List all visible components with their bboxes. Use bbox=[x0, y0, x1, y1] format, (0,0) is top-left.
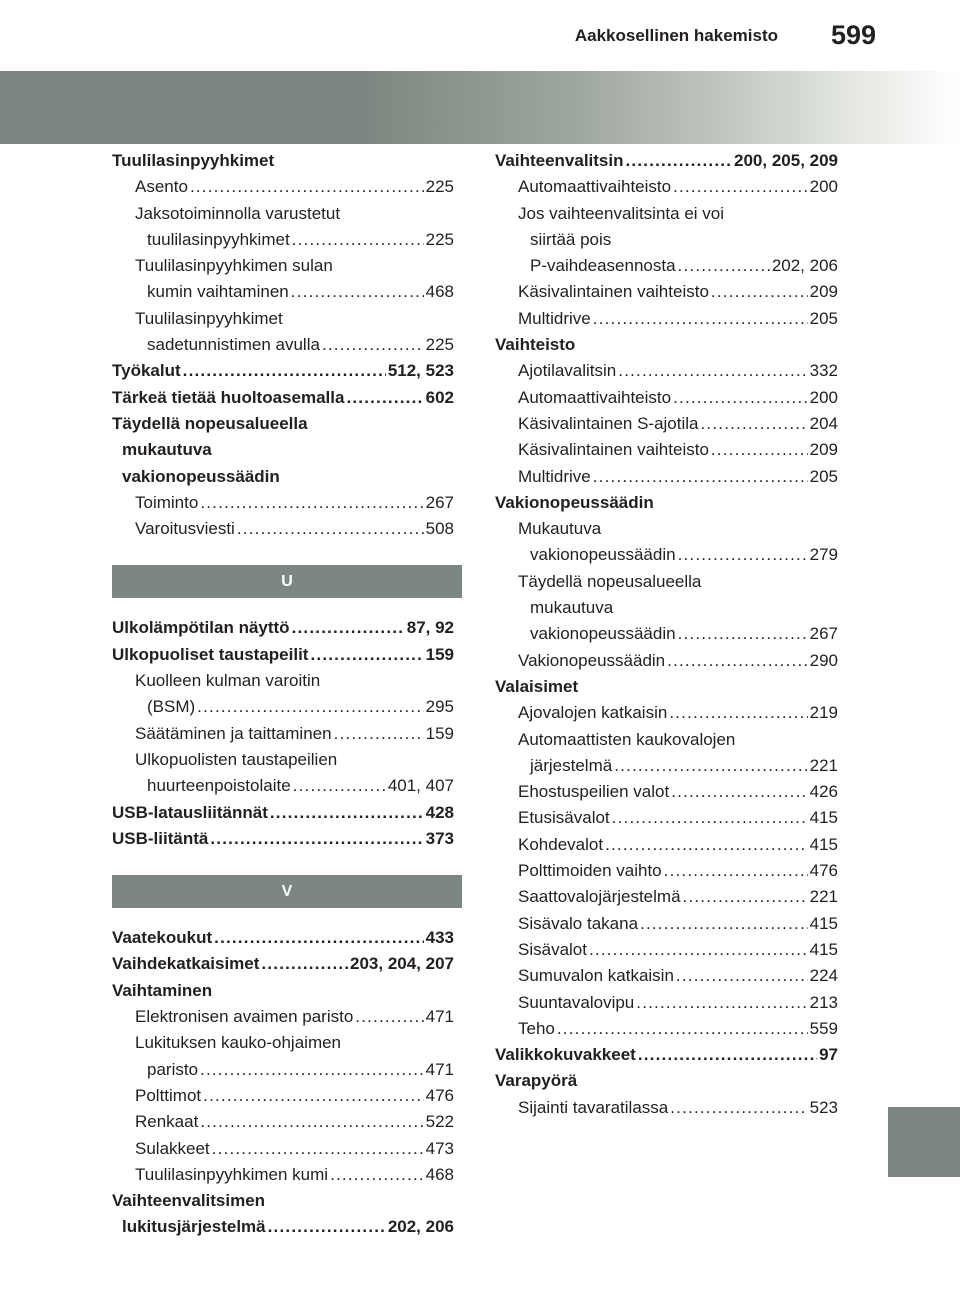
dot-leader bbox=[638, 1042, 817, 1068]
index-entry bbox=[495, 753, 838, 779]
index-entry-page: 159 bbox=[425, 644, 454, 664]
dot-leader bbox=[183, 358, 386, 384]
index-entry-term: Automaattivaihteisto bbox=[518, 177, 672, 197]
index-entry bbox=[495, 963, 838, 989]
section-gap bbox=[112, 908, 454, 925]
index-entry bbox=[112, 925, 454, 951]
index-entry-term: sadetunnistimen avulla bbox=[147, 335, 320, 355]
index-entry bbox=[112, 201, 454, 227]
index-entry-term: Valikkokuvakkeet bbox=[495, 1045, 636, 1065]
dot-leader bbox=[618, 358, 807, 384]
index-entry bbox=[112, 516, 454, 542]
dot-leader bbox=[670, 1095, 807, 1121]
dot-leader bbox=[667, 648, 807, 674]
dot-leader bbox=[190, 174, 424, 200]
index-entry bbox=[112, 437, 454, 463]
index-entry-page: 468 bbox=[425, 1164, 454, 1184]
index-entry-page: 267 bbox=[425, 492, 454, 512]
index-entry-term: Tuulilasinpyyhkimet bbox=[112, 151, 275, 170]
index-entry-term: Työkalut bbox=[112, 361, 181, 381]
dot-leader bbox=[292, 615, 405, 641]
index-entry bbox=[495, 279, 838, 305]
index-entry bbox=[495, 358, 838, 384]
index-entry-page: 202, 206 bbox=[387, 1217, 454, 1237]
index-entry bbox=[495, 253, 838, 279]
index-entry-term: Sijainti tavaratilassa bbox=[518, 1097, 669, 1117]
page-header bbox=[0, 0, 960, 64]
dot-leader bbox=[261, 951, 348, 977]
dot-leader bbox=[346, 385, 423, 411]
index-entry-term: Etusisävalot bbox=[518, 808, 610, 828]
index-entry-page: 204 bbox=[809, 413, 838, 433]
dot-leader bbox=[711, 279, 808, 305]
index-entry-page: 279 bbox=[809, 545, 838, 565]
index-column-right bbox=[495, 148, 838, 1121]
index-entry-term: Jos vaihteenvalitsinta ei voi bbox=[518, 203, 725, 223]
index-entry-page: 433 bbox=[425, 928, 454, 948]
index-entry bbox=[495, 621, 838, 647]
index-entry bbox=[112, 411, 454, 437]
index-entry bbox=[495, 464, 838, 490]
section-title: Aakkosellinen hakemisto bbox=[574, 26, 778, 45]
index-entry bbox=[495, 805, 838, 831]
index-entry bbox=[112, 306, 454, 332]
dot-leader bbox=[669, 700, 807, 726]
index-entry-term: Ehostuspeilien valot bbox=[518, 782, 670, 802]
index-entry-page: 209 bbox=[809, 282, 838, 302]
index-entry-term: Vaatekoukut bbox=[112, 928, 213, 948]
index-entry bbox=[495, 884, 838, 910]
index-entry bbox=[495, 201, 838, 227]
index-entry-page: 415 bbox=[809, 939, 838, 959]
dot-leader bbox=[614, 753, 807, 779]
index-entry bbox=[495, 674, 838, 700]
section-gap bbox=[112, 598, 454, 615]
letter-section-header: U bbox=[112, 565, 462, 598]
index-entry bbox=[112, 385, 454, 411]
index-entry-term: Käsivalintainen vaihteisto bbox=[518, 282, 709, 302]
dot-leader bbox=[291, 279, 424, 305]
index-entry-page: 225 bbox=[425, 177, 454, 197]
index-entry bbox=[112, 227, 454, 253]
index-entry bbox=[112, 174, 454, 200]
dot-leader bbox=[636, 990, 807, 1016]
index-entry-page: 205 bbox=[809, 308, 838, 328]
index-entry-term: tuulilasinpyyhkimet bbox=[147, 229, 290, 249]
index-entry bbox=[112, 1214, 454, 1240]
dot-leader bbox=[605, 832, 808, 858]
index-entry bbox=[112, 747, 454, 773]
index-entry-term: Vaihdekatkaisimet bbox=[112, 954, 260, 974]
index-entry-term: USB-latausliitännät bbox=[112, 802, 268, 822]
index-entry-term: Sisävalo takana bbox=[518, 913, 639, 933]
index-entry-term: Jaksotoiminnolla varustetut bbox=[135, 203, 341, 223]
index-entry bbox=[495, 306, 838, 332]
index-entry-term: Polttimot bbox=[135, 1085, 202, 1105]
dot-leader bbox=[673, 385, 808, 411]
index-entry-page: 428 bbox=[425, 802, 454, 822]
index-entry bbox=[495, 858, 838, 884]
index-entry-page: 209 bbox=[809, 440, 838, 460]
dot-leader bbox=[268, 1214, 386, 1240]
page-number: 599 bbox=[830, 20, 876, 50]
index-entry bbox=[112, 1136, 454, 1162]
dot-leader bbox=[701, 411, 808, 437]
index-entry-term: Täydellä nopeusalueella bbox=[518, 571, 702, 591]
index-entry-page: 219 bbox=[809, 703, 838, 723]
index-entry bbox=[112, 694, 454, 720]
index-entry bbox=[495, 1042, 838, 1068]
dot-leader bbox=[330, 1162, 424, 1188]
index-entry-term: Ulkolämpötilan näyttö bbox=[112, 618, 290, 638]
index-entry-term: Ulkopuoliset taustapeilit bbox=[112, 644, 309, 664]
index-entry-term: Vakionopeussäädin bbox=[518, 650, 666, 670]
dot-leader bbox=[671, 779, 807, 805]
index-entry-page: 522 bbox=[425, 1112, 454, 1132]
index-entry-term: Lukituksen kauko-ohjaimen bbox=[135, 1033, 342, 1053]
index-entry-term: Ulkopuolisten taustapeilien bbox=[135, 749, 338, 769]
index-entry-page: 476 bbox=[809, 861, 838, 881]
index-entry-page: 473 bbox=[425, 1138, 454, 1158]
index-entry-page: 415 bbox=[809, 834, 838, 854]
index-entry-term: Ajovalojen katkaisin bbox=[518, 703, 668, 723]
index-entry-term: Säätäminen ja taittaminen bbox=[135, 723, 332, 743]
index-entry-term: P-vaihdeasennosta bbox=[530, 256, 676, 276]
index-entry-term: (BSM) bbox=[147, 697, 196, 717]
index-entry-term: mukautuva bbox=[530, 598, 614, 618]
index-entry bbox=[495, 411, 838, 437]
index-entry bbox=[495, 490, 838, 516]
index-entry-term: Tuulilasinpyyhkimen kumi bbox=[135, 1164, 329, 1184]
dot-leader bbox=[593, 464, 808, 490]
index-entry-page: 332 bbox=[809, 361, 838, 381]
index-entry-term: Ajotilavalitsin bbox=[518, 361, 617, 381]
index-entry bbox=[112, 332, 454, 358]
index-entry-page: 200 bbox=[809, 177, 838, 197]
index-entry bbox=[112, 490, 454, 516]
index-entry-term: Automaattivaihteisto bbox=[518, 387, 672, 407]
index-entry bbox=[495, 174, 838, 200]
index-entry-page: 225 bbox=[425, 335, 454, 355]
dot-leader bbox=[292, 227, 424, 253]
index-entry bbox=[495, 595, 838, 621]
dot-leader bbox=[197, 694, 423, 720]
index-entry bbox=[112, 464, 454, 490]
index-entry-term: Sisävalot bbox=[518, 939, 587, 959]
index-entry bbox=[112, 279, 454, 305]
index-entry-term: Saattovalojärjestelmä bbox=[518, 887, 681, 907]
index-entry-term: kumin vaihtaminen bbox=[147, 282, 289, 302]
index-entry-term: mukautuva bbox=[122, 440, 212, 460]
index-entry bbox=[112, 978, 454, 1004]
index-entry-term: Sulakkeet bbox=[135, 1138, 210, 1158]
index-entry bbox=[112, 668, 454, 694]
index-entry bbox=[112, 148, 454, 174]
index-entry-term: Valaisimet bbox=[495, 676, 579, 696]
index-entry-page: 221 bbox=[809, 887, 838, 907]
index-entry-term: Polttimoiden vaihto bbox=[518, 861, 662, 881]
index-entry-term: Renkaat bbox=[135, 1112, 199, 1132]
index-entry bbox=[112, 773, 454, 799]
dot-leader bbox=[210, 826, 423, 852]
index-entry-page: 200, 205, 209 bbox=[734, 151, 838, 170]
section-gap bbox=[112, 852, 454, 875]
index-entry-term: Mukautuva bbox=[518, 519, 602, 539]
letter-section-header: V bbox=[112, 875, 462, 908]
dot-leader bbox=[612, 805, 808, 831]
dot-leader bbox=[270, 800, 424, 826]
index-entry-term: Täydellä nopeusalueella bbox=[112, 413, 308, 433]
index-entry-page: 508 bbox=[425, 519, 454, 539]
index-entry bbox=[112, 951, 454, 977]
index-entry bbox=[112, 642, 454, 668]
index-entry bbox=[495, 148, 838, 174]
index-entry-page: 202, 206 bbox=[771, 256, 838, 276]
index-entry bbox=[495, 1068, 838, 1094]
index-entry bbox=[112, 615, 454, 641]
index-entry-term: siirtää pois bbox=[530, 229, 612, 249]
dot-leader bbox=[237, 516, 424, 542]
index-entry-page: 426 bbox=[809, 782, 838, 802]
index-entry bbox=[112, 1030, 454, 1056]
index-entry bbox=[112, 826, 454, 852]
dot-leader bbox=[593, 306, 808, 332]
index-entry bbox=[495, 937, 838, 963]
index-entry-page: 523 bbox=[809, 1097, 838, 1117]
index-entry bbox=[495, 779, 838, 805]
index-entry bbox=[495, 727, 838, 753]
index-entry-page: 471 bbox=[425, 1059, 454, 1079]
index-entry-term: Vaihteisto bbox=[495, 335, 576, 355]
index-entry-term: Sumuvalon katkaisin bbox=[518, 966, 674, 986]
index-entry-page: 295 bbox=[425, 697, 454, 717]
index-entry-term: Teho bbox=[518, 1018, 555, 1038]
index-entry-page: 221 bbox=[809, 755, 838, 775]
index-entry-term: vakionopeussäädin bbox=[122, 466, 280, 486]
index-entry bbox=[112, 1188, 454, 1214]
dot-leader bbox=[200, 1109, 423, 1135]
thumb-tab-marker bbox=[888, 1107, 960, 1177]
index-entry-page: 205 bbox=[809, 466, 838, 486]
index-entry bbox=[495, 700, 838, 726]
index-entry-term: Käsivalintainen vaihteisto bbox=[518, 440, 709, 460]
dot-leader bbox=[664, 858, 808, 884]
dot-leader bbox=[200, 1057, 424, 1083]
index-entry bbox=[495, 1016, 838, 1042]
index-entry-term: Vaihtaminen bbox=[112, 980, 213, 1000]
index-column-left bbox=[112, 148, 454, 1241]
index-entry-page: 224 bbox=[809, 966, 838, 986]
index-entry-term: Tuulilasinpyyhkimen sulan bbox=[135, 256, 333, 276]
index-entry-page: 373 bbox=[425, 828, 454, 848]
index-entry-term: Multidrive bbox=[518, 466, 591, 486]
index-entry-term: järjestelmä bbox=[530, 755, 613, 775]
index-entry-page: 602 bbox=[425, 387, 454, 407]
index-entry-term: Multidrive bbox=[518, 308, 591, 328]
index-entry-term: Varoitusviesti bbox=[135, 519, 235, 539]
dot-leader bbox=[557, 1016, 808, 1042]
index-entry-page: 87, 92 bbox=[406, 618, 454, 638]
index-entry-page: 159 bbox=[425, 723, 454, 743]
index-entry bbox=[112, 721, 454, 747]
dot-leader bbox=[355, 1004, 423, 1030]
index-entry-page: 559 bbox=[809, 1018, 838, 1038]
dot-leader bbox=[678, 253, 770, 279]
dot-leader bbox=[678, 621, 808, 647]
dot-leader bbox=[589, 937, 808, 963]
index-entry bbox=[112, 800, 454, 826]
index-entry bbox=[495, 569, 838, 595]
dot-leader bbox=[626, 148, 733, 174]
index-entry bbox=[112, 1057, 454, 1083]
index-entry-term: USB-liitäntä bbox=[112, 828, 209, 848]
index-entry-page: 290 bbox=[809, 650, 838, 670]
section-gap bbox=[112, 542, 454, 565]
index-entry-page: 97 bbox=[819, 1045, 838, 1065]
dot-leader bbox=[200, 490, 423, 516]
dot-leader bbox=[203, 1083, 423, 1109]
dot-leader bbox=[322, 332, 424, 358]
index-entry-term: Suuntavalovipu bbox=[518, 992, 635, 1012]
dot-leader bbox=[683, 884, 808, 910]
index-entry-page: 267 bbox=[809, 624, 838, 644]
index-entry-page: 225 bbox=[425, 229, 454, 249]
index-entry bbox=[112, 1109, 454, 1135]
dot-leader bbox=[334, 721, 424, 747]
index-entry-term: huurteenpoistolaite bbox=[147, 776, 291, 796]
dot-leader bbox=[673, 174, 808, 200]
index-entry-term: vakionopeussäädin bbox=[530, 545, 676, 565]
index-entry bbox=[112, 1083, 454, 1109]
index-entry-page: 471 bbox=[425, 1007, 454, 1027]
dot-leader bbox=[293, 773, 386, 799]
index-entry bbox=[495, 911, 838, 937]
dot-leader bbox=[212, 1136, 424, 1162]
index-entry-term: Kuolleen kulman varoitin bbox=[135, 671, 321, 691]
index-entry-page: 200 bbox=[809, 387, 838, 407]
index-entry-page: 213 bbox=[809, 992, 838, 1012]
index-entry bbox=[112, 1004, 454, 1030]
index-entry bbox=[495, 832, 838, 858]
index-entry-term: Käsivalintainen S-ajotila bbox=[518, 413, 699, 433]
index-entry-page: 401, 407 bbox=[387, 776, 454, 796]
index-entry-term: Toiminto bbox=[135, 492, 199, 512]
index-entry bbox=[112, 253, 454, 279]
index-entry bbox=[495, 332, 838, 358]
index-entry-term: paristo bbox=[147, 1059, 199, 1079]
index-entry-term: Asento bbox=[135, 177, 188, 197]
dot-leader bbox=[310, 642, 423, 668]
index-entry-page: 415 bbox=[809, 913, 838, 933]
index-entry-page: 415 bbox=[809, 808, 838, 828]
header-band bbox=[0, 71, 960, 144]
index-entry-term: Vaihteenvalitsin bbox=[495, 151, 624, 170]
index-entry bbox=[495, 516, 838, 542]
dot-leader bbox=[676, 963, 808, 989]
index-entry-term: Vakionopeussäädin bbox=[495, 492, 654, 512]
index-entry bbox=[112, 358, 454, 384]
index-entry bbox=[495, 385, 838, 411]
index-entry-term: lukitusjärjestelmä bbox=[122, 1217, 266, 1237]
index-entry bbox=[495, 227, 838, 253]
index-entry bbox=[495, 648, 838, 674]
dot-leader bbox=[640, 911, 808, 937]
index-entry-term: Elektronisen avaimen paristo bbox=[135, 1007, 354, 1027]
dot-leader bbox=[678, 542, 808, 568]
index-entry-term: Tärkeä tietää huoltoasemalla bbox=[112, 387, 345, 407]
index-entry-term: Tuulilasinpyyhkimet bbox=[135, 308, 283, 328]
dot-leader bbox=[711, 437, 808, 463]
dot-leader bbox=[214, 925, 423, 951]
index-entry bbox=[495, 990, 838, 1016]
index-entry bbox=[495, 1095, 838, 1121]
index-entry-page: 512, 523 bbox=[387, 361, 454, 381]
index-entry-term: Vaihteenvalitsimen bbox=[112, 1191, 266, 1211]
index-entry-term: Automaattisten kaukovalojen bbox=[518, 729, 736, 749]
index-entry-term: Varapyörä bbox=[495, 1071, 578, 1091]
index-entry-page: 468 bbox=[425, 282, 454, 302]
index-entry-page: 203, 204, 207 bbox=[350, 954, 454, 974]
index-entry-page: 476 bbox=[425, 1085, 454, 1105]
index-entry bbox=[495, 437, 838, 463]
index-entry-term: Kohdevalot bbox=[518, 834, 604, 854]
index-entry bbox=[495, 542, 838, 568]
index-entry-term: vakionopeussäädin bbox=[530, 624, 676, 644]
index-entry bbox=[112, 1162, 454, 1188]
